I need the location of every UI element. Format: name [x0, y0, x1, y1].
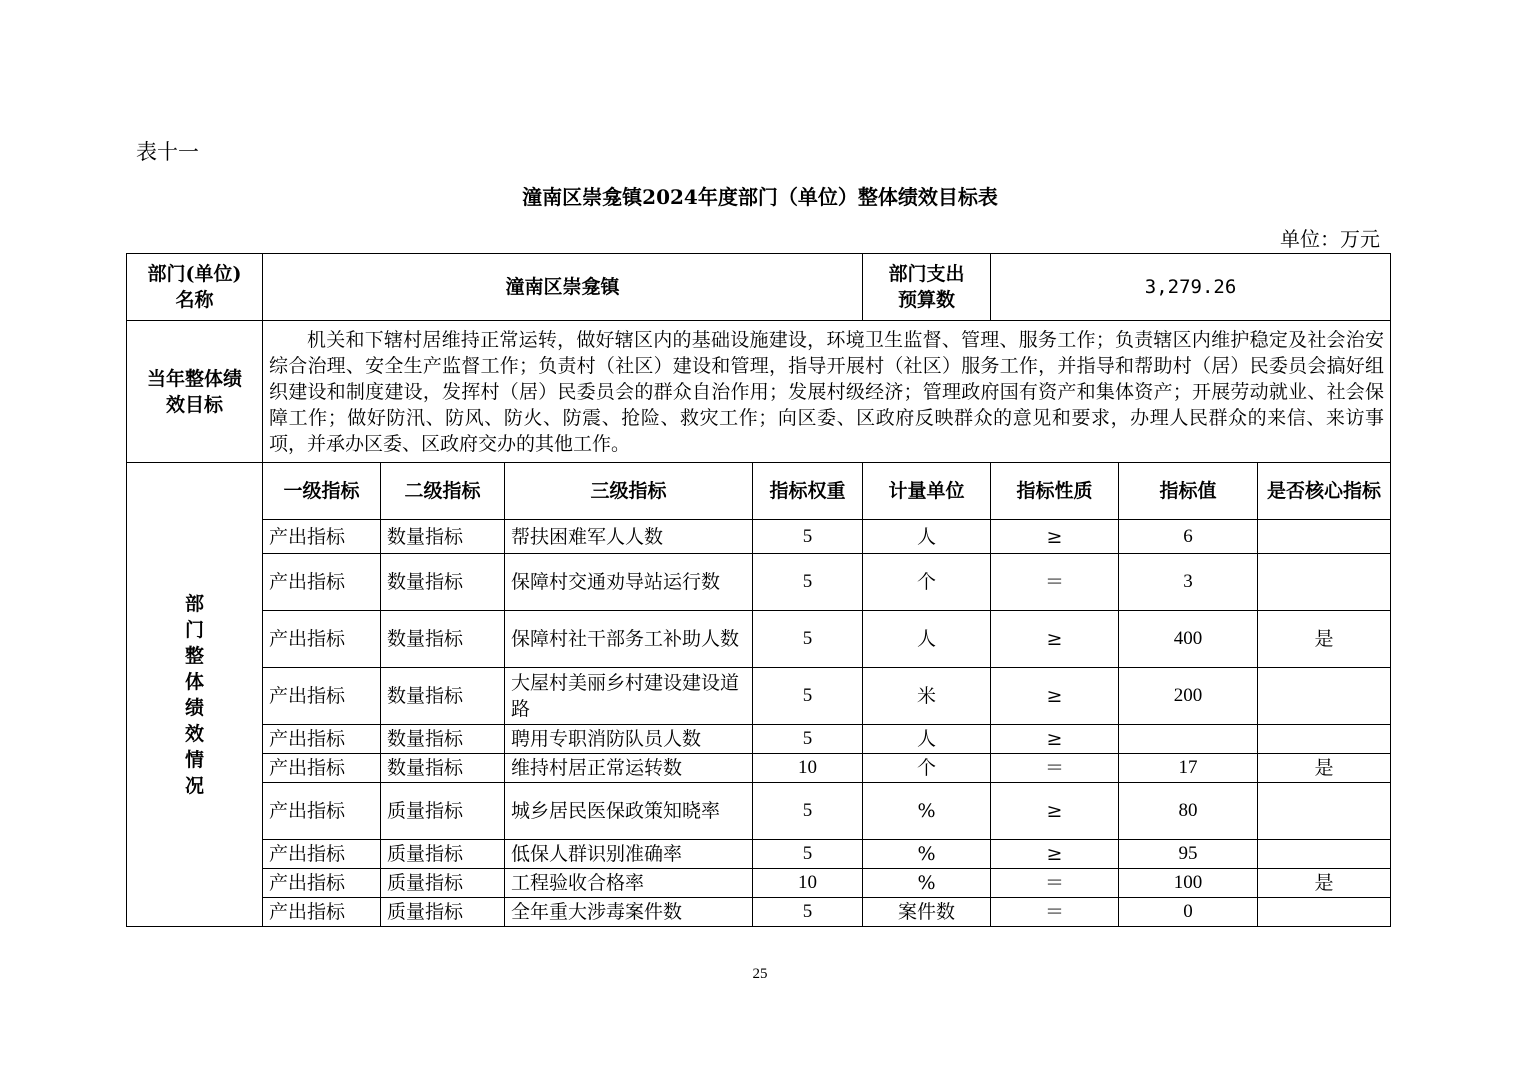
cell-unit: 案件数 — [863, 898, 991, 927]
cell-core: 是 — [1258, 869, 1391, 898]
cell-level2: 数量指标 — [381, 520, 505, 554]
cell-level3: 低保人群识别准确率 — [505, 840, 753, 869]
cell-core — [1258, 725, 1391, 754]
cell-unit: 人 — [863, 725, 991, 754]
column-header: 指标值 — [1119, 463, 1258, 520]
cell-unit: 人 — [863, 611, 991, 668]
table-row — [127, 898, 1391, 927]
column-header: 三级指标 — [505, 463, 753, 520]
cell-value: 100 — [1119, 869, 1258, 898]
budget-label-line1: 部门支出 — [888, 263, 965, 285]
cell-level2: 数量指标 — [381, 725, 505, 754]
column-header: 指标权重 — [753, 463, 863, 520]
table-row — [127, 869, 1391, 898]
budget-label — [863, 254, 991, 321]
cell-weight: 10 — [753, 869, 863, 898]
cell-level1: 产出指标 — [263, 869, 381, 898]
cell-core — [1258, 840, 1391, 869]
cell-level1: 产出指标 — [263, 554, 381, 611]
perf-label-char: 体 — [184, 670, 204, 693]
table-row — [127, 783, 1391, 840]
cell-level2: 质量指标 — [381, 783, 505, 840]
cell-value: 95 — [1119, 840, 1258, 869]
cell-core — [1258, 898, 1391, 927]
cell-weight: 5 — [753, 611, 863, 668]
cell-weight: 5 — [753, 554, 863, 611]
perf-label-char: 整 — [184, 644, 204, 667]
indicator-header-row — [127, 463, 1391, 520]
performance-section-label — [127, 463, 263, 927]
cell-level3: 工程验收合格率 — [505, 869, 753, 898]
unit-label: 单位：万元 — [1280, 227, 1380, 251]
goal-text: 机关和下辖村居维持正常运转，做好辖区内的基础设施建设，环境卫生监督、管理、服务工作；负责辖区内维护稳定及社会治安综合治理、安全生产监督工作；负责村（社区）建设和管理，指导开展村（社区）服务工作，并指导和帮助村（居）民委员会搞好组织建设和制度建设，发挥村（居）民委员会的群众自治作用；发展村级经济；管理政府国有资产和集体资产；开展劳动就业、社会保障工作；做好防汛、防风、防火、防震、抢险、救灾工作；向区委、区政府反映群众的意见和要求，办理人民群众的来信、来访事项，并承办区委、区政府交办的其他工作。 — [263, 321, 1391, 463]
dept-name-label — [127, 254, 263, 321]
cell-value: 80 — [1119, 783, 1258, 840]
budget-label-line2: 预算数 — [898, 289, 956, 311]
cell-nature: ≥ — [991, 783, 1119, 840]
cell-unit: 个 — [863, 754, 991, 783]
table-row — [127, 520, 1391, 554]
cell-weight: 5 — [753, 898, 863, 927]
goal-label-line1: 当年整体绩 — [146, 367, 242, 390]
cell-level1: 产出指标 — [263, 783, 381, 840]
cell-weight: 5 — [753, 668, 863, 725]
cell-level3: 保障村社干部务工补助人数 — [505, 611, 753, 668]
cell-unit: % — [863, 869, 991, 898]
cell-level2: 数量指标 — [381, 611, 505, 668]
cell-core — [1258, 783, 1391, 840]
cell-nature: ＝ — [991, 869, 1119, 898]
dept-name-label-line2: 名称 — [175, 289, 214, 311]
cell-unit: % — [863, 783, 991, 840]
perf-label-char: 效 — [184, 722, 204, 745]
cell-value — [1119, 725, 1258, 754]
perf-label-char: 情 — [184, 748, 204, 771]
page-number: 25 — [752, 966, 768, 982]
cell-nature: ≥ — [991, 611, 1119, 668]
cell-level3: 聘用专职消防队员人数 — [505, 725, 753, 754]
cell-weight: 5 — [753, 725, 863, 754]
cell-level1: 产出指标 — [263, 898, 381, 927]
cell-nature: ≥ — [991, 668, 1119, 725]
cell-nature: ≥ — [991, 840, 1119, 869]
table-row — [127, 754, 1391, 783]
goal-label-line2: 效目标 — [165, 393, 223, 416]
dept-row — [127, 254, 1391, 321]
column-header: 二级指标 — [381, 463, 505, 520]
cell-nature: ＝ — [991, 754, 1119, 783]
cell-unit: 人 — [863, 520, 991, 554]
cell-level1: 产出指标 — [263, 611, 381, 668]
cell-core — [1258, 554, 1391, 611]
dept-name-value: 潼南区崇龛镇 — [263, 254, 863, 321]
cell-unit: 米 — [863, 668, 991, 725]
cell-weight: 10 — [753, 754, 863, 783]
cell-level2: 质量指标 — [381, 898, 505, 927]
table-row — [127, 725, 1391, 754]
table-row — [127, 611, 1391, 668]
table-row — [127, 668, 1391, 725]
cell-level2: 数量指标 — [381, 668, 505, 725]
cell-weight: 5 — [753, 520, 863, 554]
goal-row — [127, 321, 1391, 463]
cell-level1: 产出指标 — [263, 668, 381, 725]
cell-value: 3 — [1119, 554, 1258, 611]
cell-level2: 质量指标 — [381, 869, 505, 898]
perf-label-char: 绩 — [184, 696, 204, 719]
cell-nature: ＝ — [991, 554, 1119, 611]
cell-nature: ≥ — [991, 520, 1119, 554]
budget-value: 3,279.26 — [991, 254, 1391, 321]
cell-level2: 数量指标 — [381, 554, 505, 611]
cell-unit: % — [863, 840, 991, 869]
document-title: 潼南区崇龛镇2024年度部门（单位）整体绩效目标表 — [522, 185, 998, 209]
cell-value: 6 — [1119, 520, 1258, 554]
cell-value: 200 — [1119, 668, 1258, 725]
cell-value: 17 — [1119, 754, 1258, 783]
cell-nature: ＝ — [991, 898, 1119, 927]
cell-level3: 大屋村美丽乡村建设建设道路 — [505, 668, 753, 725]
cell-weight: 5 — [753, 783, 863, 840]
perf-label-char: 况 — [184, 774, 204, 797]
cell-level3: 保障村交通劝导站运行数 — [505, 554, 753, 611]
cell-core — [1258, 668, 1391, 725]
cell-value: 0 — [1119, 898, 1258, 927]
cell-level3: 城乡居民医保政策知晓率 — [505, 783, 753, 840]
cell-level1: 产出指标 — [263, 520, 381, 554]
column-header: 计量单位 — [863, 463, 991, 520]
cell-level2: 质量指标 — [381, 840, 505, 869]
cell-core — [1258, 520, 1391, 554]
cell-weight: 5 — [753, 840, 863, 869]
perf-label-char: 部 — [184, 592, 204, 615]
cell-level1: 产出指标 — [263, 754, 381, 783]
column-header: 是否核心指标 — [1258, 463, 1391, 520]
dept-name-label-line1: 部门(单位) — [147, 263, 242, 285]
cell-unit: 个 — [863, 554, 991, 611]
cell-core: 是 — [1258, 754, 1391, 783]
performance-target-table — [126, 253, 1391, 927]
column-header: 一级指标 — [263, 463, 381, 520]
table-row — [127, 554, 1391, 611]
table-number-label: 表十一 — [136, 140, 199, 164]
cell-level1: 产出指标 — [263, 840, 381, 869]
cell-level2: 数量指标 — [381, 754, 505, 783]
cell-nature: ≥ — [991, 725, 1119, 754]
cell-core: 是 — [1258, 611, 1391, 668]
perf-label-char: 门 — [184, 618, 204, 641]
table-row — [127, 840, 1391, 869]
goal-label — [127, 321, 263, 463]
cell-level3: 全年重大涉毒案件数 — [505, 898, 753, 927]
cell-level1: 产出指标 — [263, 725, 381, 754]
cell-level3: 帮扶困难军人人数 — [505, 520, 753, 554]
cell-level3: 维持村居正常运转数 — [505, 754, 753, 783]
cell-value: 400 — [1119, 611, 1258, 668]
column-header: 指标性质 — [991, 463, 1119, 520]
